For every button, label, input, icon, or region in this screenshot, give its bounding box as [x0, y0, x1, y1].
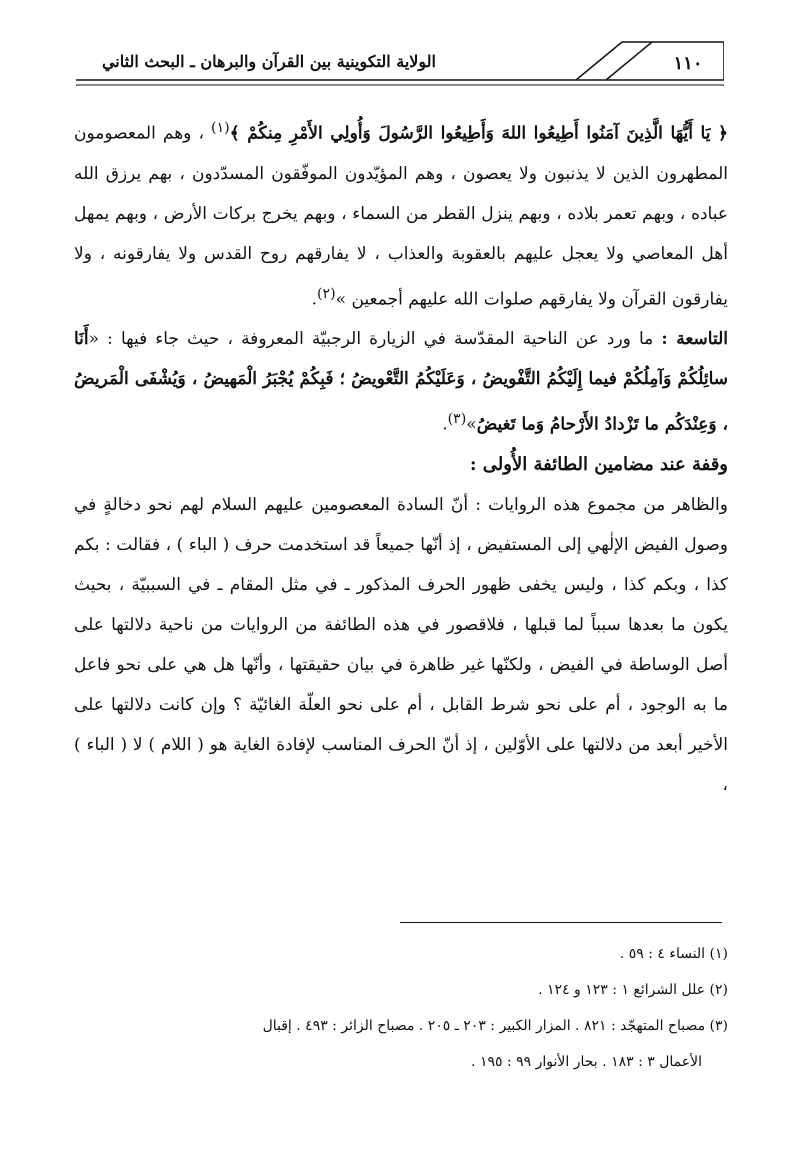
ziyara-quote: أَنَا سائِلُكُمْ وَآمِلُكُمْ فيما إِلَيْكُمُ التَّفْويضُ ، وَعَلَيْكُمُ التَّعْويضُ ؛ فَبِكُمْ يُجْبَرُ الْمَهيضُ ، وَيُشْفَى الْمَريضُ ، وَعِنْدَكُم ما تَزْدادُ الأَرْحامُ وَما تَغيضُ [74, 329, 728, 435]
footnote-3-continued: الأعمال ٣ : ١٨٣ . بحار الأنوار ٩٩ : ١٩٥ . [471, 1054, 702, 1070]
quote-close: » [466, 414, 477, 435]
paragraph-1 [74, 108, 728, 319]
paragraph-2-end: . [442, 414, 448, 435]
section-heading: وقفة عند مضامين الطائفة الأُولى : [469, 453, 728, 475]
paragraph-1-end: . [311, 289, 317, 310]
footnote-1: (١) النساء ٤ : ٥٩ . [619, 946, 728, 962]
footnote-ref-1: (١) [211, 120, 230, 136]
header-title: الولاية التكوينية بين القرآن والبرهان ـ البحث الثاني [101, 52, 436, 71]
footnotes [74, 936, 728, 1080]
main-text [74, 108, 728, 805]
paragraph-1-text: ، وهم المعصومون المطهرون الذين لا يذنبون ولا يعصون ، وهم المؤيّدون الموفّقون المسدّدون ، بهم يرزق الله عباده ، وبهم تعمر بلاده ، وبهم ينزل القطر من السماء ، وبهم يخرج بركات الأرض ، وبهم يمهل أهل المعاصي ولا يعجل عليهم بالعقوبة والعذاب ، لا يفارقهم روح القدس ولا يفارقونه ، ولا يفارقون القرآن ولا يفارقهم صلوات الله عليهم أجمعين » [74, 123, 728, 310]
footnote-2: (٢) علل الشرائع ١ : ١٢٣ و ١٢٤ . [538, 982, 728, 998]
paragraph-3: والظاهر من مجموع هذه الروايات : أنّ السادة المعصومين عليهم السلام لهم نحو دخالةٍ في وصول الفيض الإلٰهي إلى المستفيض ، إذ أنّها جميعاً قد استخدمت حرف ( الباء ) ، فقالت : بكم كذا ، وبكم كذا ، وليس يخفى ظهور الحرف المذكور ـ في مثل المقام ـ في السببيّة ، بحيث يكون ما بعدها سبباً لما قبلها ، فلاقصور في هذه الطائفة من الروايات من ناحية دلالتها على أصل الوساطة في الفيض ، ولكنّها غير ظاهرة في بيان حقيقتها ، وأنّها هل هي على نحو فاعل ما به الوجود ، أم على نحو شرط القابل ، أم على نحو العلّة الغائيّة ؟ وإن كانت دلالتها على الأخير أبعد من دلالتها على الأوّلين ، إذ أنّ الحرف المناسب لإفادة الغاية هو ( اللام ) لا ( الباء ) ، [74, 494, 728, 795]
paragraph-2 [74, 319, 728, 445]
page-number: ١١٠ [673, 53, 703, 74]
item-label-ninth: التاسعة : [661, 329, 728, 350]
footnote-ref-3: (٣) [447, 411, 467, 428]
quran-verse: ﴿ يَا أَيُّهَا الَّذِينَ آمَنُوا أَطِيعُوا اللهَ وَأَطِيعُوا الرَّسُولَ وَأُولِي الأَمْرِ مِنكُمْ ﴾ [229, 123, 728, 144]
footnote-separator [400, 922, 722, 923]
footnote-ref-2: (٢) [316, 285, 336, 302]
running-header [76, 40, 724, 90]
footnote-3: (٣) مصباح المتهجّد : ٨٢١ . المزار الكبير : ٢٠٣ ـ ٢٠٥ . مصباح الزائر : ٤٩٣ . إقبال [262, 1018, 728, 1034]
paragraph-2-text: ما ورد عن الناحية المقدّسة في الزيارة الرجبيّة المعروفة ، حيث جاء فيها : « [88, 329, 654, 350]
